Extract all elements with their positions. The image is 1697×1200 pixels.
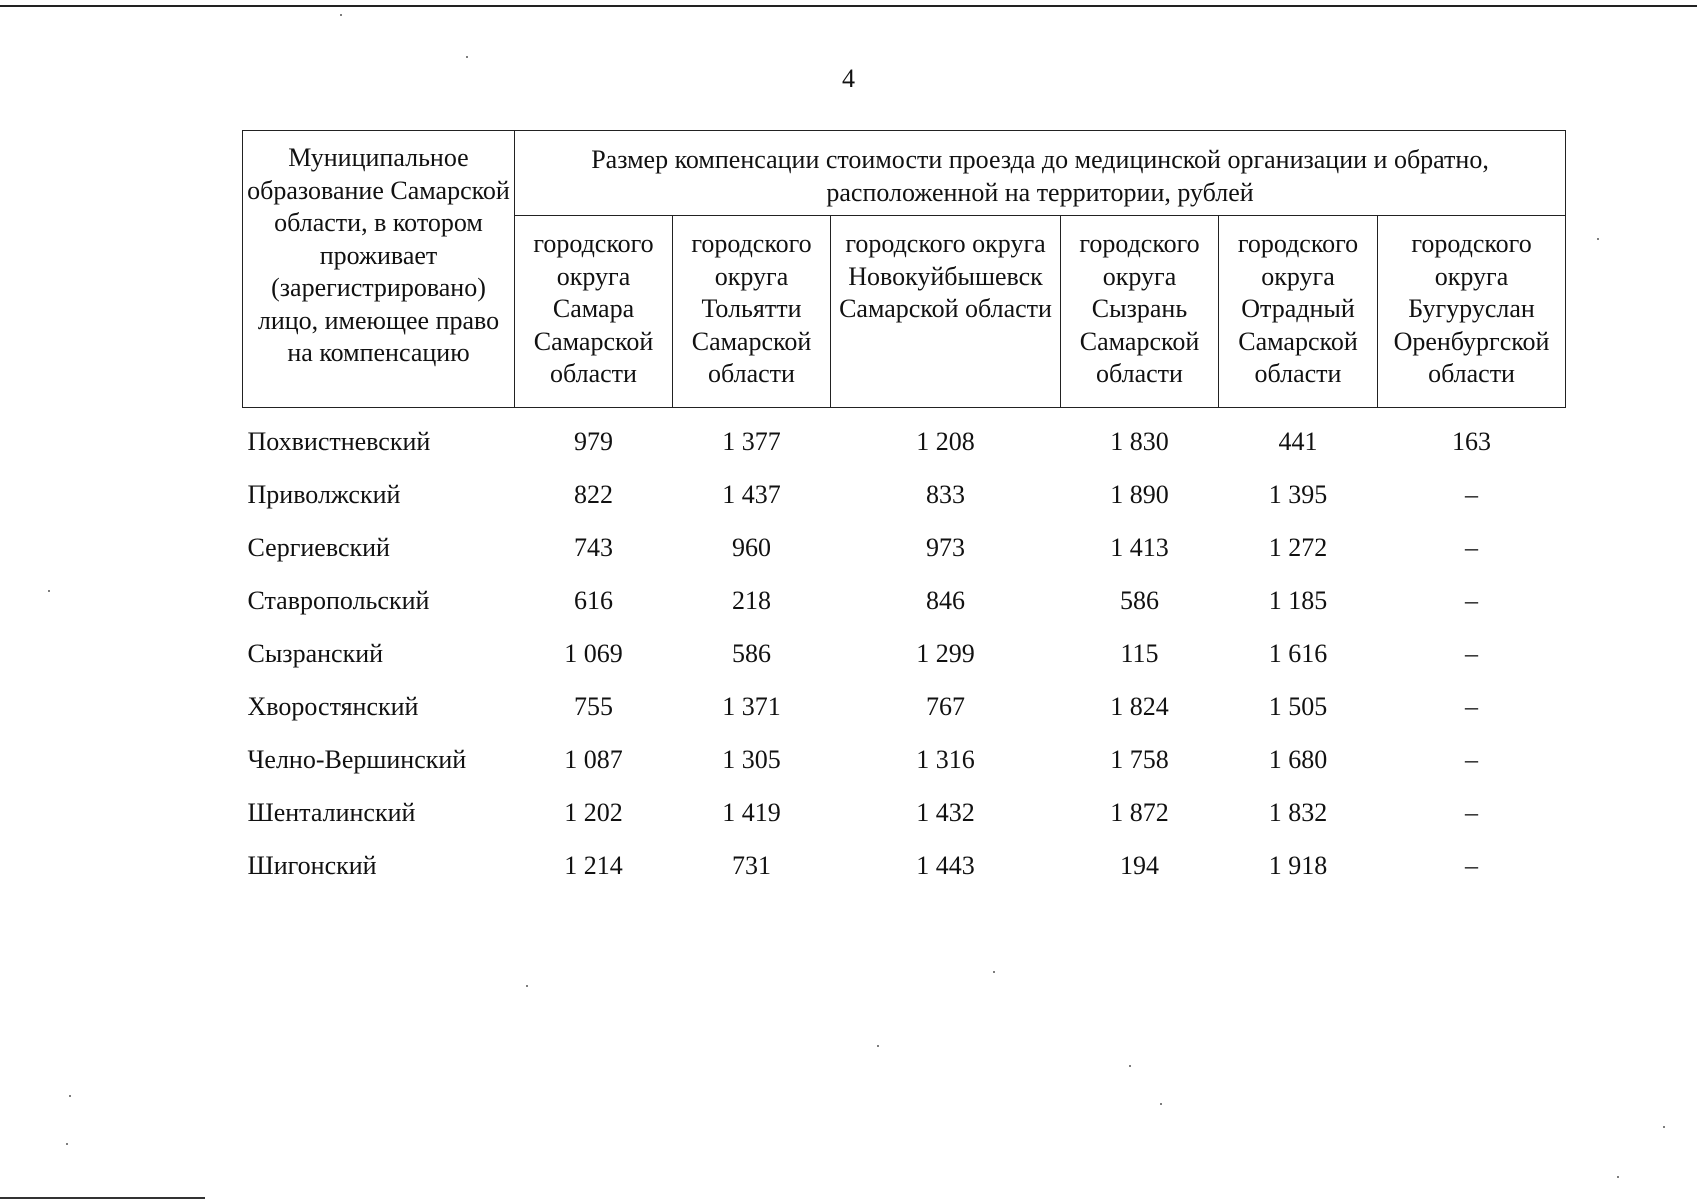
table-cell: –: [1465, 691, 1479, 721]
table-cell: 1 087: [564, 744, 623, 774]
row-municipality-name: Хворостянский: [247, 691, 419, 721]
table-cell: 1 069: [564, 638, 623, 668]
table-cell: –: [1465, 850, 1479, 880]
row-municipality-name: Шигонский: [247, 850, 377, 880]
table-cell: 1 918: [1268, 850, 1328, 880]
table-row: [243, 522, 1566, 575]
table-cell: 1 419: [722, 797, 781, 827]
table-cell: 1 437: [722, 479, 781, 509]
table-cell: 194: [1120, 850, 1159, 880]
table-row: [243, 469, 1566, 522]
table-row: [243, 628, 1566, 681]
scan-border-bottom: [0, 1197, 205, 1199]
page-number: 4: [842, 64, 855, 93]
table-cell: 1 680: [1268, 744, 1328, 774]
table-cell: 846: [926, 585, 965, 615]
scan-border-top: [0, 5, 1697, 7]
scan-speck: [1129, 1065, 1131, 1067]
table-cell: 1 395: [1268, 479, 1328, 509]
table-cell: 833: [926, 479, 965, 509]
table-cell: 1 616: [1268, 638, 1328, 668]
table-cell: 1 432: [916, 797, 975, 827]
table-cell: 1 832: [1268, 797, 1328, 827]
table-cell: –: [1465, 532, 1479, 562]
scan-speck: [526, 985, 528, 987]
row-municipality-name: Челно-Вершинский: [247, 744, 467, 774]
table-cell: 1 208: [916, 426, 975, 456]
table-cell: 218: [732, 585, 771, 615]
scan-speck: [993, 971, 995, 973]
table-cell: 1 305: [722, 744, 781, 774]
row-municipality-name: Сергиевский: [247, 532, 390, 562]
header-city-column: городского округа Новокуйбышевск Самарской области: [831, 216, 1061, 408]
table-cell: 1 299: [916, 638, 975, 668]
table-cell: 1 316: [916, 744, 975, 774]
table-cell: 1 185: [1268, 585, 1328, 615]
header-city-column: городского округа Тольятти Самарской области: [673, 216, 831, 408]
scan-speck: [48, 590, 50, 592]
table-cell: 1 214: [564, 850, 623, 880]
table-cell: 441: [1278, 426, 1318, 456]
table-cell: 1 202: [564, 797, 623, 827]
row-municipality-name: Похвистневский: [247, 426, 431, 456]
header-city-column: городского округа Самара Самарской области: [515, 216, 673, 408]
table-cell: 163: [1452, 426, 1492, 456]
table-cell: 979: [574, 426, 613, 456]
scan-speck: [69, 1095, 71, 1097]
row-municipality-name: Ставропольский: [247, 585, 430, 615]
table-cell: 960: [732, 532, 771, 562]
scan-speck: [66, 1143, 68, 1145]
scan-speck: [466, 56, 468, 58]
table-cell: –: [1465, 585, 1479, 615]
table-cell: 1 824: [1110, 691, 1169, 721]
scan-speck: [877, 1045, 879, 1047]
table-cell: 586: [732, 638, 771, 668]
table-row: [243, 734, 1566, 787]
table-cell: –: [1465, 479, 1479, 509]
table-cell: –: [1465, 638, 1479, 668]
table-row: [243, 575, 1566, 628]
table-cell: –: [1465, 797, 1479, 827]
scan-speck: [1617, 1176, 1619, 1178]
table-row: [243, 681, 1566, 734]
scan-speck: [1663, 1126, 1665, 1128]
table-cell: 1 272: [1268, 532, 1328, 562]
scan-speck: [1597, 238, 1599, 240]
scan-speck: [1160, 1103, 1162, 1105]
header-city-column: городского округа Бугуруслан Оренбургской области: [1378, 216, 1566, 408]
table-cell: 1 830: [1110, 426, 1169, 456]
table-cell: 743: [574, 532, 613, 562]
table-cell: 731: [732, 850, 771, 880]
table-cell: 767: [926, 691, 965, 721]
table-cell: 1 371: [722, 691, 781, 721]
table-cell: 755: [574, 691, 613, 721]
table-cell: 1 377: [722, 426, 781, 456]
table-cell: 586: [1120, 585, 1159, 615]
row-municipality-name: Шенталинский: [247, 797, 416, 827]
table-cell: 616: [574, 585, 613, 615]
compensation-table: [242, 130, 1566, 893]
table-cell: 1 758: [1110, 744, 1169, 774]
table-cell: 822: [574, 479, 613, 509]
header-compensation-group: Размер компенсации стоимости проезда до медицинской организации и обратно, расположенной на территории, рублей: [515, 131, 1566, 216]
table-cell: 1 505: [1268, 691, 1328, 721]
row-municipality-name: Приволжский: [247, 479, 401, 509]
table-cell: 973: [926, 532, 965, 562]
table-cell: 1 872: [1110, 797, 1169, 827]
scan-speck: [340, 14, 342, 16]
table-cell: 1 890: [1110, 479, 1169, 509]
table-cell: 1 443: [916, 850, 975, 880]
table-row: [243, 787, 1566, 840]
table-cell: –: [1465, 744, 1479, 774]
table-cell: 1 413: [1110, 532, 1169, 562]
row-municipality-name: Сызранский: [247, 638, 384, 668]
table-row: [243, 407, 1566, 469]
header-city-column: городского округа Отрадный Самарской области: [1219, 216, 1378, 408]
table-cell: 115: [1120, 638, 1159, 668]
table-row: [243, 840, 1566, 893]
header-city-column: городского округа Сызрань Самарской области: [1061, 216, 1219, 408]
header-municipality: Муниципальное образование Самарской области, в котором проживает (зарегистрировано) лицо, имеющее право на компенсацию: [243, 131, 515, 408]
